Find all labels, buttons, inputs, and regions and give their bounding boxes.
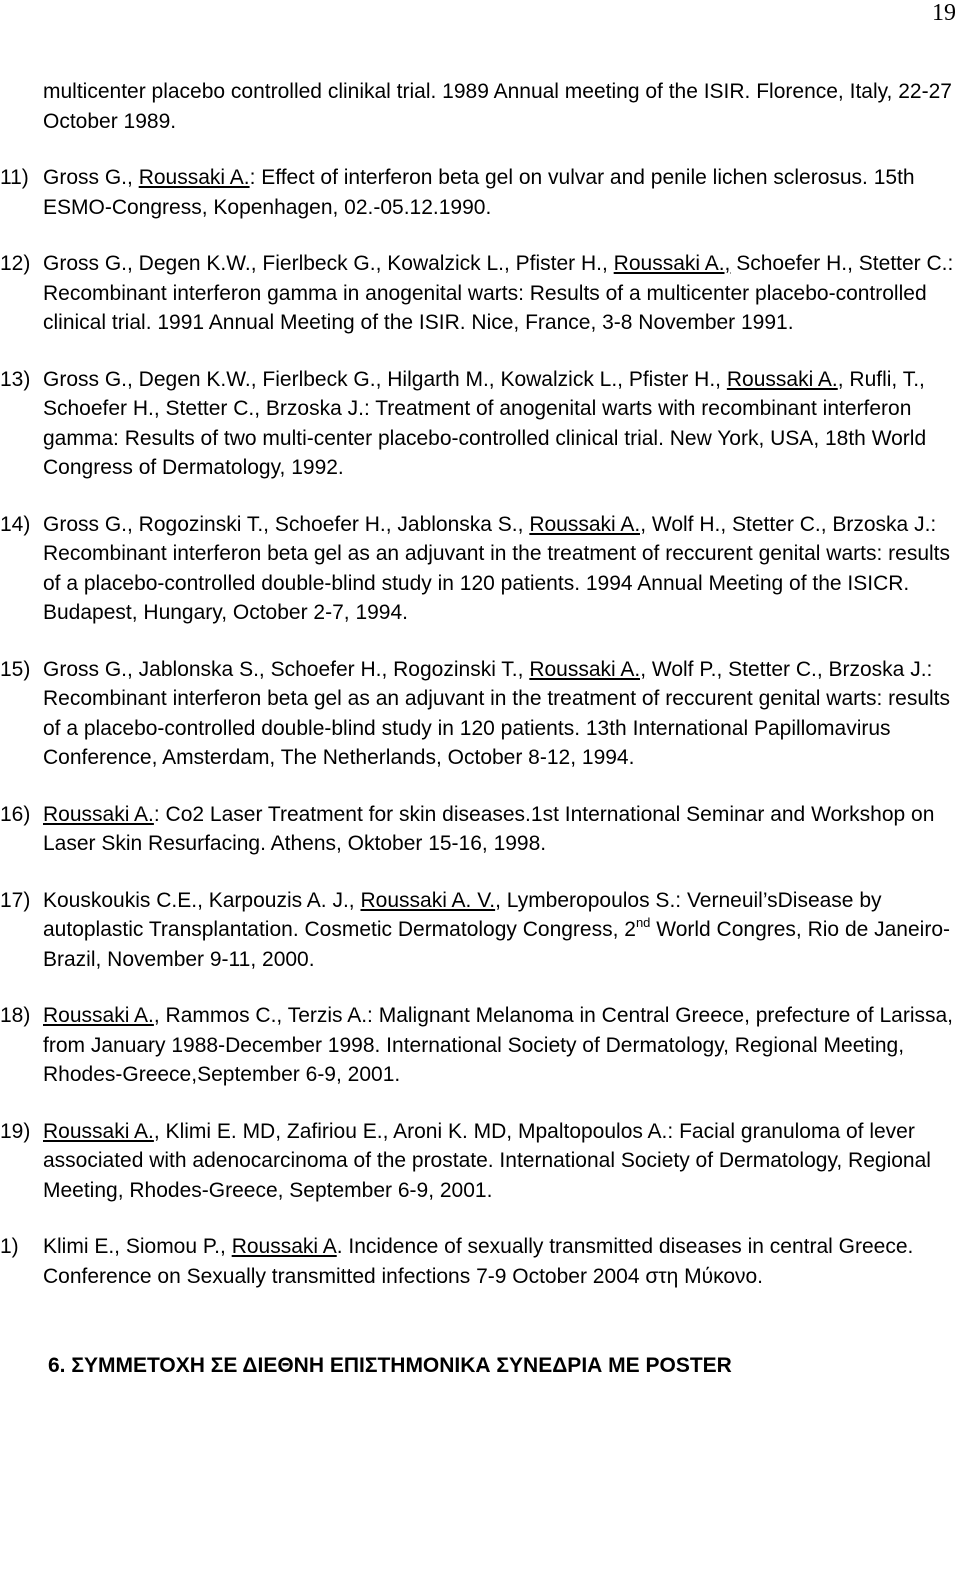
entry-text: Gross G., Jablonska S., Schoefer H., Rogozinski T., (43, 657, 530, 681)
entry-number: 12) (0, 252, 31, 275)
entry-text: Wolf H., Stetter C., Brzoska J.: Recombinant interferon beta gel as an adjuvant in the treatment of reccurent genital warts: results of a placebo-controlled double-blind study in 120 patients. 1994 Annual Meeting of the ISICR. Budapest, Hungary, October 2-7, 1994. (43, 512, 950, 624)
list-item (0, 163, 960, 222)
entry-text: Kouskoukis C.E., Karpouzis A. J., (43, 888, 361, 912)
entry-number: 15) (0, 657, 31, 681)
entry-text: . Incidence of sexually transmitted diseases in central Greece. Conference on Sexually transmitted infections 7-9 October 2004 στη Μύκονο. (43, 1235, 914, 1288)
list-item (0, 77, 960, 136)
entry-text: Schoefer H., Stetter C.: Recombinant interferon gamma in anogenital warts: Results of a multicenter placebo-controlled clinical trial. 1991 Annual Meeting of the ISIR. Nice, France, 3-8 November 1991. (43, 252, 954, 334)
entry-text: Gross G., Degen K.W., Fierlbeck G., Kowalzick L., Pfister H., (43, 252, 614, 275)
entry-number: 18) (0, 1004, 31, 1027)
underlined-author: Roussaki A., (529, 512, 647, 536)
entry-text: , Rammos C., Terzis A.: Malignant Melanoma in Central Greece, prefecture of Larissa, from January 1988-December 1998. International Society of Dermatology, Regional Meeting, Rhodes-Greece,September 6-9, 2001. (43, 1004, 953, 1086)
entry-number: 11) (0, 166, 29, 189)
entry-number: 17) (0, 888, 31, 912)
entry-text: multicenter placebo controlled clinikal trial. 1989 Annual meeting of the ISIR. Florence, Italy, 22-27 October 1989. (43, 80, 952, 133)
underlined-author: Roussaki A. (138, 166, 250, 189)
entry-text: Gross G., Degen K.W., Fierlbeck G., Hilgarth M., Kowalzick L., Pfister H., (43, 367, 727, 391)
entry-text: Wolf P., Stetter C., Brzoska J.: Recombinant interferon beta gel as an adjuvant in the treatment of reccurent genital warts: results of a placebo-controlled double-blind study in 120 patients. 13th International Papillomavirus Conference, Amsterdam, The Netherlands, October 8-12, 1994. (43, 657, 950, 769)
underlined-author: Roussaki A. (43, 802, 154, 826)
superscript: nd (635, 915, 651, 930)
entry-text: , Lymberopoulos S.: Verneuil’sDisease by autoplastic Transplantation. Cosmetic Dermatology Congress, 2 (43, 888, 882, 941)
page-number: 19 (932, 0, 956, 26)
entry-text: : Co2 Laser Treatment for skin diseases.1st International Seminar and Workshop on Laser Skin Resurfacing. Athens, Oktober 15-16, 1998. (43, 802, 935, 855)
list-item (0, 1001, 960, 1090)
underlined-author: Roussaki A (231, 1235, 337, 1258)
entry-text: , Rufli, T., Schoefer H., Stetter C., Brzoska J.: Treatment of anogenital warts with recombinant interferon gamma: Results of two multi-center placebo-controlled clinical trial. New York, USA, 18th World Congress of Dermatology, 1992. (43, 367, 927, 479)
underlined-author: Roussaki A. (43, 1119, 154, 1143)
underlined-author: Roussaki A. (726, 367, 838, 391)
entry-text: Gross G., (43, 166, 139, 189)
underlined-author: Roussaki A., (613, 252, 731, 275)
entry-number: 1) (0, 1235, 19, 1258)
entry-text: , Klimi E. MD, Zafiriou E., Aroni K. MD, Mpaltopoulos A.: Facial granuloma of lever associated with adenocarcinoma of the prostate. International Society of Dermatology, Regional Meeting, Rhodes-Greece, September 6-9, 2001. (43, 1119, 931, 1202)
entry-number: 19) (0, 1119, 31, 1143)
list-item (0, 655, 960, 773)
list-item (0, 510, 960, 628)
list-item (0, 800, 960, 859)
underlined-author: Roussaki A. V. (360, 888, 496, 912)
underlined-author: Roussaki A. (43, 1004, 154, 1027)
entry-text: World Congres, Rio de Janeiro-Brazil, November 9-11, 2000. (43, 918, 950, 971)
entry-number: 16) (0, 802, 31, 826)
entry-number: 13) (0, 367, 31, 391)
entry-text: Klimi E., Siomou P., (43, 1235, 232, 1258)
entry-text: Gross G., Rogozinski T., Schoefer H., Jablonska S., (43, 512, 530, 536)
entry-number: 14) (0, 512, 31, 536)
reference-list (0, 77, 960, 1381)
list-item (0, 249, 960, 338)
entry-text: : Effect of interferon beta gel on vulvar and penile lichen sclerosus. 15th ESMO-Congress, Kopenhagen, 02.-05.12.1990. (43, 166, 915, 219)
list-item (0, 365, 960, 483)
section-heading: 6. ΣΥΜΜΕΤΟΧΗ ΣΕ ΔΙΕΘΝΗ ΕΠΙΣΤΗΜΟΝΙΚΑ ΣΥΝΕΔΡΙΑ ΜΕ POSTER (48, 1354, 732, 1377)
list-item (0, 886, 960, 975)
underlined-author: Roussaki A., (529, 657, 647, 681)
list-item (0, 1232, 960, 1291)
list-item (0, 1117, 960, 1206)
